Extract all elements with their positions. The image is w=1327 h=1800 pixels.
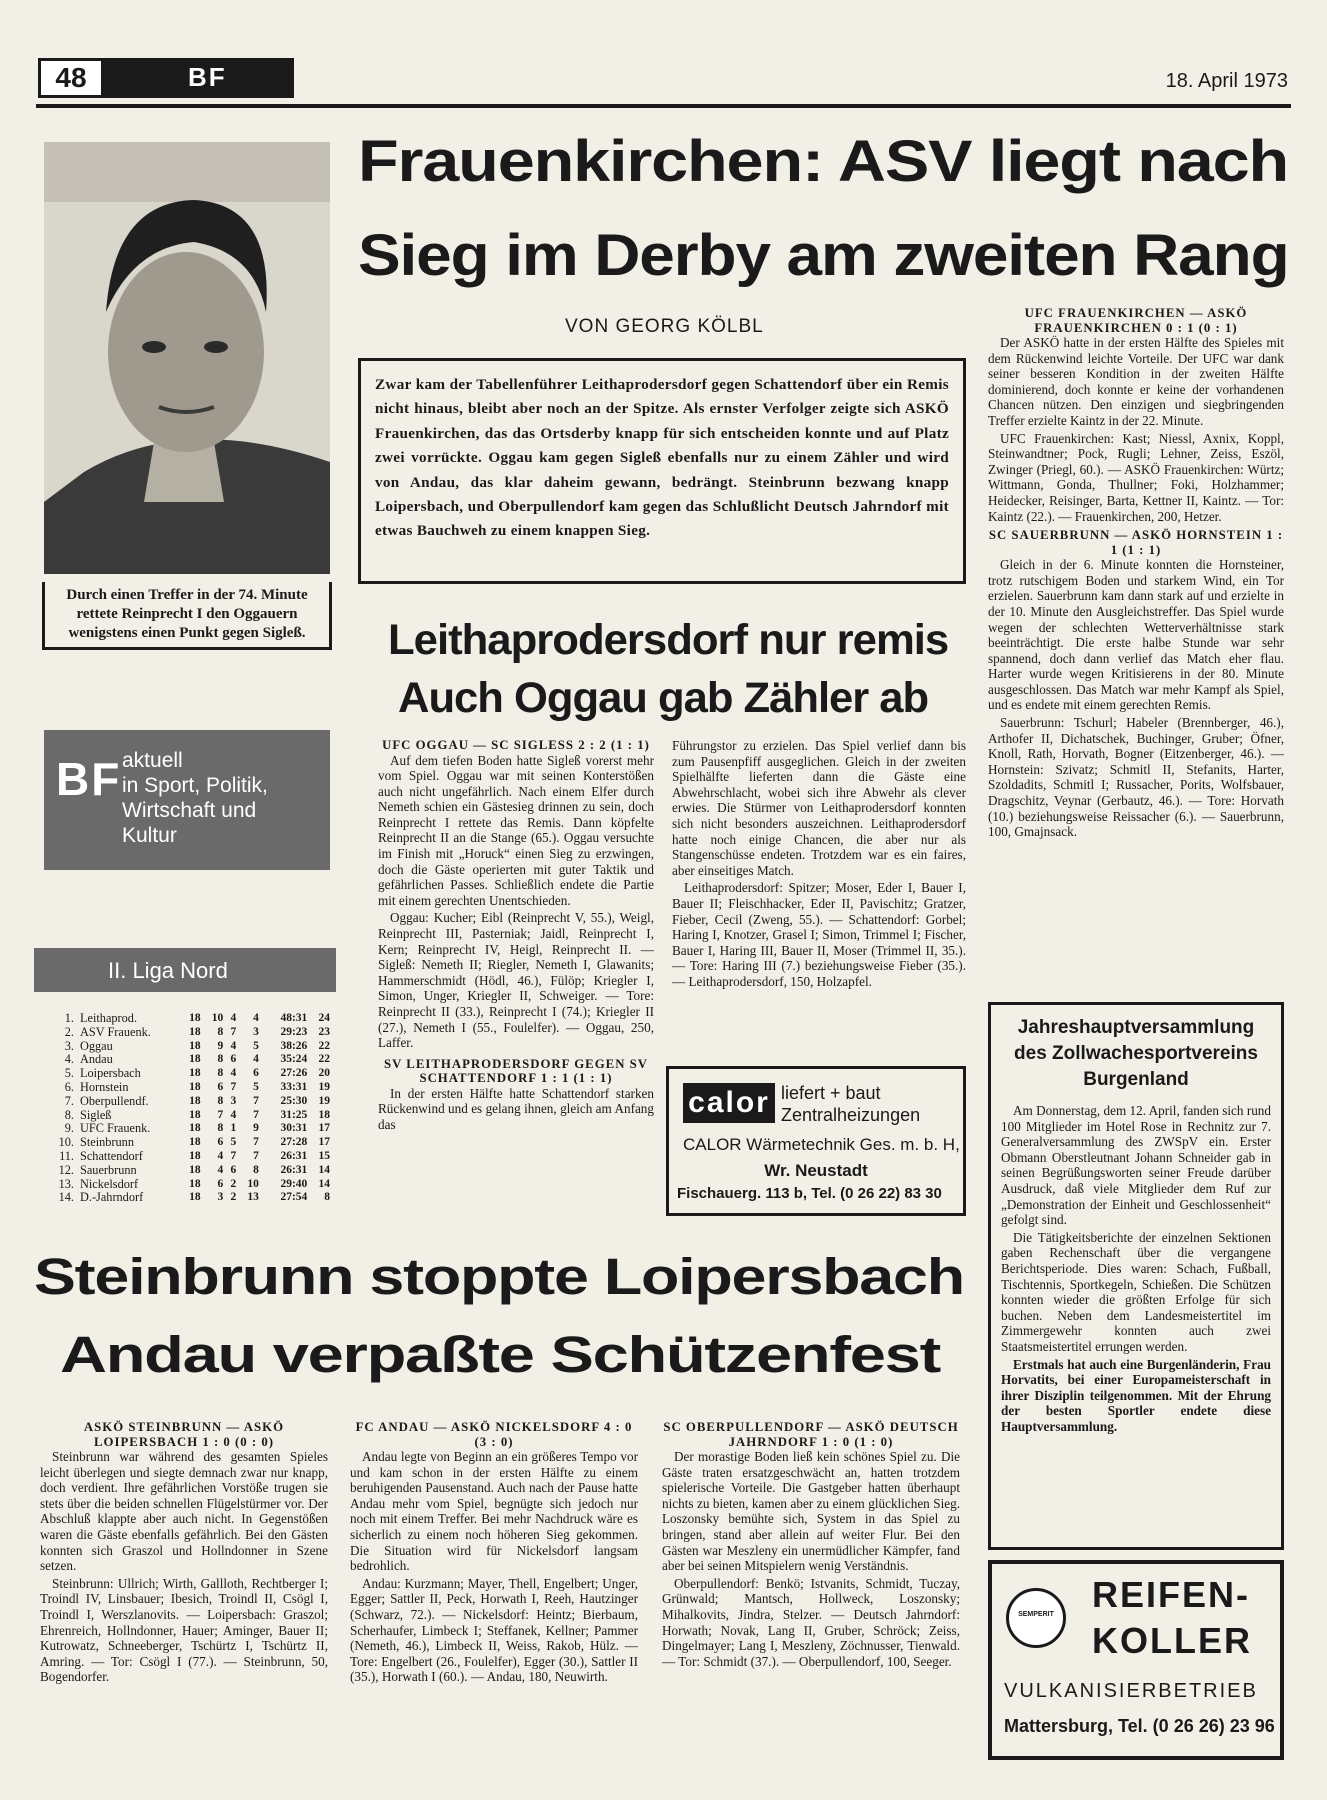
bottom-col-3 xyxy=(662,1420,960,1671)
table-cell: 5 xyxy=(253,1039,259,1052)
header-rule xyxy=(36,104,1291,108)
team-name: D.-Jahrndorf xyxy=(80,1190,144,1205)
table-cell: 10 xyxy=(247,1177,259,1190)
table-cell: 5 xyxy=(253,1080,259,1093)
table-cell: 8 xyxy=(253,1163,259,1176)
lead-text: Zwar kam der Tabellenführer Leithaprodersdorf gegen Schattendorf über ein Remis nicht hinaus, bleibt aber noch an der Spitze. Als ernster Verfolger zeigte sich ASKÖ Frauenkirchen, das das Ortsderby knapp für sich entscheiden konnte und auf Platz zwei vorrückte. Oggau kam gegen Sigleß ebenfalls nur zu einem Zähler und wird von Andau, das klar daheim gewann, bedrängt. Steinbrunn bezwang knapp Loipersbach, und Oberpullendorf kam gegen das Schlußlicht Deutsch Jahrndorf mit etwas Bauchweh zu einem knappen Sieg. xyxy=(375,376,949,540)
jahresversammlung-text: Am Donnerstag, dem 12. April, fanden sich rund 100 Mitglieder im Hotel Rose in Rechnitz zur 7. Generalversammlung des ZWSpV ein. Erster Obmann Oberstleutnant Johann Schneider gab in seinen Begrüßungsworten seiner Freude darüber Ausdruck, daß viele Mitglieder dem Ruf zur „Demonstration der Einheit und Geschlossenheit“ gefolgt sind. xyxy=(1001,1103,1271,1228)
table-cell: 7 xyxy=(253,1094,259,1107)
reifen-address: Mattersburg, Tel. (0 26 26) 23 96 xyxy=(1004,1716,1275,1736)
table-cell: 6 xyxy=(217,1080,224,1093)
reifen-name-1: REIFEN- xyxy=(1092,1574,1250,1615)
table-cell: 18 xyxy=(189,1053,201,1066)
lineups-andau: Andau: Kurzmann; Mayer, Thell, Engelbert; Unger, Egger; Sattler II, Peck, Horwath I, Reeh, Hautzinger (Schwarz, 72.). — Nickelsdorf: Heintz; Bierbaum, Scherhaufer, Limbeck I; Steffanek, Kellner; Pammer (Nemeth, 46.), Limbeck II, Weiss, Rakob, Hülz. — Tore: Engelbert (26., Foulelfer), Egger (30.), Sattler II (35.), Horwath I (60.). — Andau, 180, Neuwirth. xyxy=(350,1575,638,1685)
table-cell: 9 xyxy=(217,1039,224,1052)
table-cell: 8 xyxy=(217,1067,224,1080)
table-cell: 4 xyxy=(230,1108,237,1121)
table-cell: 31:25 xyxy=(280,1108,308,1121)
table-cell: 35:24 xyxy=(280,1053,308,1066)
main-headline-2: Sieg im Derby am zweiten Rang xyxy=(358,223,1289,288)
table-cell: 18 xyxy=(189,1012,201,1024)
team-name: Loipersbach xyxy=(80,1066,141,1081)
bf-ad-box xyxy=(44,730,330,870)
table-cell: 13 xyxy=(247,1191,259,1204)
jahresversammlung-title: Jahreshauptversammlung des Zollwachesportvereins Burgenland xyxy=(1014,1017,1258,1090)
table-cell: 14 xyxy=(318,1177,330,1190)
team-name: Schattendorf xyxy=(80,1148,143,1163)
lineups-leithaprodersdorf: Leithaprodersdorf: Spitzer; Moser, Eder I, Bauer I, Bauer II; Fleischhacker, Eder II, Pavischitz; Gratzer, Fieber, Cecil (Zweng, 55.). — Schattendorf: Gorbel; Haring I, Knotzer, Grasel I; Simon, Trimmel I; Fischer, Bauer I, Haring III, Bauer II, Moser (Trimmel II, 35.). — Tore: Haring III (7.) beziehungsweise Fieber (35.). — Leithaprodersdorf, 150, Holzapfel. xyxy=(672,880,966,989)
main-headline-1: Frauenkirchen: ASV liegt nach xyxy=(358,129,1289,194)
table-cell: 24 xyxy=(318,1012,330,1024)
table-cell: 29:40 xyxy=(280,1177,308,1190)
table-cell: 15 xyxy=(318,1149,330,1162)
table-cell: 5 xyxy=(230,1136,237,1149)
calor-line-4: Wr. Neustadt xyxy=(764,1161,868,1180)
table-cell: 3 xyxy=(253,1025,259,1038)
team-name: Hornstein xyxy=(80,1079,129,1094)
byline: VON GEORG KÖLBL xyxy=(565,316,764,337)
second-col-2 xyxy=(672,738,966,992)
team-name: Steinbrunn xyxy=(80,1135,134,1150)
table-cell: 27:28 xyxy=(280,1136,308,1149)
table-row xyxy=(52,1164,332,1178)
table-cell: 18 xyxy=(189,1039,201,1052)
table-cell: 10. xyxy=(58,1135,74,1150)
table-cell: 4 xyxy=(253,1053,259,1066)
table-row xyxy=(52,1067,332,1081)
bottom-headline-1: Steinbrunn stoppte Loipersbach xyxy=(34,1248,964,1305)
jahresversammlung-text: Die Tätigkeitsberichte der einzelnen Sektionen gaben Rechenschaft über die vergangene Berichtsperiode. Dies waren: Schach, Fußball, Tischtennis, Sportkegeln, Schießen. Die Schützen konnten wieder die größten Erfolge für sich buchen. Neben dem Landesmeistertitel im Zimmergewehr konnten auch zwei Staatsmeistertitel errungen werden. xyxy=(1001,1229,1271,1354)
match-head-steinbrunn: ASKÖ STEINBRUNN — ASKÖ LOIPERSBACH 1 : 0 (0 : 0) xyxy=(83,1420,285,1449)
table-cell: 7 xyxy=(253,1149,259,1162)
table-cell: 6 xyxy=(230,1163,237,1176)
table-cell: 2. xyxy=(64,1024,74,1039)
reifen-line: VULKANISIERBETRIEB xyxy=(1004,1680,1258,1702)
player-portrait-image xyxy=(44,142,330,574)
table-cell: 7 xyxy=(253,1108,259,1121)
table-cell: 22 xyxy=(318,1039,330,1052)
table-cell: 17 xyxy=(318,1136,330,1149)
table-cell: 8 xyxy=(217,1025,224,1038)
table-cell: 6 xyxy=(253,1067,259,1080)
table-cell: 18 xyxy=(189,1163,201,1176)
table-cell: 18 xyxy=(189,1136,201,1149)
table-cell: 1 xyxy=(230,1122,237,1135)
table-cell: 18 xyxy=(189,1191,201,1204)
table-cell: 20 xyxy=(318,1067,330,1080)
table-cell: 3 xyxy=(230,1094,237,1107)
team-name: Sigleß xyxy=(80,1107,112,1122)
match-head-oggau: UFC OGGAU — SC SIGLESS 2 : 2 (1 : 1) xyxy=(382,738,650,752)
table-cell: 18 xyxy=(189,1080,201,1093)
table-cell: 33:31 xyxy=(280,1080,308,1093)
lineups-steinbrunn: Steinbrunn: Ullrich; Wirth, Gallloth, Rechtberger I; Troindl IV, Linsbauer; Ibesich, Troindl II, Csögl I, Troindl I, Werszlanovits. — Loipersbach: Graszol; Ehrenreich, Hollndonner, Hauer; Aminger, Bauer II; Kutrowatz, Schneeberger, Tschürtz I, Tschürtz II, Amring. — Tor: Csögl I (77.). — Steinbrunn, 50, Bogendorfer. xyxy=(40,1575,328,1685)
match-report-frauenkirchen: Der ASKÖ hatte in der ersten Hälfte des Spieles mit dem Rückenwind leichte Vorteile. Der UFC war dank seiner besseren Kondition in der zweiten Hälfte dominierend, doch konnte er keine der vorhandenen Chancen nützen. Den einzigen und siegbringenden Treffer erzielte Kaintz in der 22. Minute. xyxy=(988,335,1284,428)
table-cell: 8. xyxy=(64,1107,74,1122)
lineups-sauerbrunn: Sauerbrunn: Tschurl; Habeler (Brennberger, 46.), Arthofer II, Dichatschek, Buchinger, Gruber; Öfner, Knoll, Rath, Horvath, Bogner (Eitzenberger, 46.). — Hornstein: Szivatz; Schmitl II, Stefanits, Harter, Szoldadits, Schmitl I; Russacher, Porits, Wolfsbauer, Dragschitz, Veynar (Gerbautz, 46.). — Tore: Horvath (10.) beziehungsweise Reissacher (6.). — Sauerbrunn, 100, Gmajnsack. xyxy=(988,715,1284,840)
table-cell: 14 xyxy=(318,1163,330,1176)
semperit-logo xyxy=(1006,1588,1066,1648)
table-cell: 6 xyxy=(217,1177,224,1190)
table-cell: 19 xyxy=(318,1080,330,1093)
table-cell: 3 xyxy=(217,1191,224,1204)
calor-line-2: Zentralheizungen xyxy=(781,1105,921,1125)
calor-logo: calor xyxy=(683,1083,775,1123)
standings-table xyxy=(52,1012,332,1205)
table-row xyxy=(52,1081,332,1095)
table-cell: 7 xyxy=(217,1108,224,1121)
bf-ad-line: Wirtschaft und xyxy=(122,799,257,822)
bf-ad-line: in Sport, Politik, xyxy=(122,774,268,797)
table-cell: 27:26 xyxy=(280,1067,308,1080)
brand-logo: BF xyxy=(188,62,227,92)
table-cell: 17 xyxy=(318,1122,330,1135)
reifen-koller-ad xyxy=(988,1560,1284,1760)
semperit-logo-text: SEMPERIT xyxy=(1018,1611,1054,1618)
match-report-sauerbrunn: Gleich in der 6. Minute konnten die Hornsteiner, trotz rutschigem Boden und starkem Wind, ein Tor erzielen. Sauerbrunn kam dann stark auf und erzielte in der 10. Minute den Ausgleichstreffer. Das Spiel wurde wegen der schlechten Wetterverhältnisse stark beeinträchtigt. Die erste halbe Stunde war sehr spannend, doch dann verlief das Match eher flau. Harter wurde wegen Kritisierens in der 80. Minute ausgeschlossen. Das Match war mehr Kampf als Spiel, und es endete mit einem gerechten Remis. xyxy=(988,557,1284,713)
table-row xyxy=(52,1053,332,1067)
team-name: ASV Frauenk. xyxy=(80,1024,151,1039)
reifen-name-2: KOLLER xyxy=(1092,1620,1252,1661)
calor-line-1: liefert + baut xyxy=(781,1083,881,1103)
calor-line-5: Fischauerg. 113 b, Tel. (0 26 22) 83 30 xyxy=(677,1185,942,1202)
table-cell: 2 xyxy=(230,1177,237,1190)
table-cell: 7. xyxy=(64,1093,74,1108)
table-cell: 18 xyxy=(318,1108,330,1121)
table-cell: 4 xyxy=(230,1012,237,1024)
player-photo xyxy=(44,142,330,574)
table-cell: 19 xyxy=(318,1094,330,1107)
liga-title-box xyxy=(34,948,336,992)
table-cell: 27:54 xyxy=(280,1191,308,1204)
team-name: Oggau xyxy=(80,1038,113,1053)
table-cell: 4 xyxy=(230,1039,237,1052)
lead-box xyxy=(358,358,966,584)
table-cell: 6 xyxy=(230,1053,237,1066)
table-cell: 3. xyxy=(64,1038,74,1053)
table-cell: 1. xyxy=(64,1011,74,1025)
table-row xyxy=(52,1122,332,1136)
issue-date: 18. April 1973 xyxy=(1165,70,1288,92)
second-headline-1: Leithaprodersdorf nur remis xyxy=(388,616,949,664)
calor-line-3: CALOR Wärmetechnik Ges. m. b. H, xyxy=(683,1135,960,1154)
table-row xyxy=(52,1095,332,1109)
table-cell: 29:23 xyxy=(280,1025,308,1038)
table-cell: 23 xyxy=(318,1025,330,1038)
second-col-1 xyxy=(378,738,654,1135)
jahresversammlung-text: Erstmals hat auch eine Burgenländerin, Frau Horvatits, bei einer Europameisterschaft in ihrer Disziplin teilgenommen. Mit der Ehrung der besten Sportler endete diese Hauptversammlung. xyxy=(1001,1356,1271,1434)
table-cell: 18 xyxy=(189,1108,201,1121)
liga-title: II. Liga Nord xyxy=(108,958,228,983)
right-column xyxy=(988,306,1284,842)
bf-ad-text xyxy=(122,748,268,848)
page-number: 48 xyxy=(38,58,104,98)
table-cell: 30:31 xyxy=(280,1122,308,1135)
match-head-sauerbrunn: SC SAUERBRUNN — ASKÖ HORNSTEIN 1 : 1 (1 : 1) xyxy=(988,528,1284,557)
table-cell: 8 xyxy=(217,1094,224,1107)
page-header xyxy=(38,58,1288,100)
table-cell: 2 xyxy=(230,1191,237,1204)
table-cell: 18 xyxy=(189,1025,201,1038)
table-cell: 25:30 xyxy=(280,1094,308,1107)
table-row xyxy=(52,1012,332,1026)
bf-ad-line: aktuell xyxy=(122,749,183,772)
match-head-frauenkirchen: UFC FRAUENKIRCHEN — ASKÖ FRAUENKIRCHEN 0 : 1 (0 : 1) xyxy=(1024,306,1248,335)
table-cell: 6 xyxy=(217,1136,224,1149)
table-cell: 38:26 xyxy=(280,1039,308,1052)
bottom-headline-2: Andau verpaßte Schützenfest xyxy=(60,1326,940,1383)
table-row xyxy=(52,1150,332,1164)
table-cell: 8 xyxy=(324,1191,330,1204)
table-cell: 8 xyxy=(217,1122,224,1135)
table-row xyxy=(52,1191,332,1205)
team-name: Nickelsdorf xyxy=(80,1176,139,1191)
table-cell: 13. xyxy=(58,1176,74,1191)
jahresversammlung-box xyxy=(988,1002,1284,1550)
calor-ad xyxy=(666,1066,966,1216)
table-cell: 7 xyxy=(230,1080,237,1093)
table-cell: 12. xyxy=(58,1162,74,1177)
team-name: Leithaprod. xyxy=(80,1011,138,1025)
match-report-andau: Andau legte von Beginn an ein größeres Tempo vor und kam schon in der ersten Hälfte zu einem beruhigenden Pausenstand. Auch nach der Pause hatte Andau mehr vom Spiel, begnügte sich jedoch nur noch mit einem Treffer. Bei mehr Nachdruck wäre es sicherlich zu einem noch höheren Sieg gekommen. Die Situation wird für Nickelsdorf langsam bedrohlich. xyxy=(350,1449,638,1574)
table-cell: 18 xyxy=(189,1067,201,1080)
table-cell: 26:31 xyxy=(280,1163,308,1176)
table-cell: 10 xyxy=(211,1012,224,1024)
lineups-oberpullendorf: Oberpullendorf: Benkö; Istvanits, Schmidt, Tuczay, Grünwald; Mantsch, Hollweck, Loszonsky; Mihalkovits, Jindra, Stelzer. — Deutsch Jahrndorf: Horwath; Novak, Lang II, Gruber, Schröck; Zeiss, Dingelmayer; Lang I, Meszleny, Zöchnusser, Tienwald. — Tor: Schmidt (37.). — Oberpullendorf, 100, Seeger. xyxy=(662,1575,960,1669)
table-cell: 8 xyxy=(217,1053,224,1066)
table-cell: 18 xyxy=(189,1149,201,1162)
table-row xyxy=(52,1026,332,1040)
table-row xyxy=(52,1178,332,1192)
match-report-steinbrunn: Steinbrunn war während des gesamten Spieles leicht überlegen und siegte demnach zwar nur knapp, doch verdient. Ihre gefährlichen Vorstöße trugen sie stets über die beiden schnellen Flügelstürmer vor. Der Abschluß klappte aber auch nicht. In Gegenstößen waren die Gäste ebenfalls gefährlich. Bei den Gästen konnten sich Graszol und Hollndonner in Szene setzen. xyxy=(40,1449,328,1574)
liga-table xyxy=(52,1012,332,1205)
table-cell: 4 xyxy=(217,1149,224,1162)
lineups-oggau: Oggau: Kucher; Eibl (Reinprecht V, 55.), Weigl, Reinprecht III, Pasterniak; Jaidl, Reinprecht I, Kern; Reinprecht IV, Heigl, Reinprecht II. — Sigleß: Nemeth II; Riegler, Nemeth I, Glawanits; Hammerschmidt (Hödl, 46.), Fülöp; Kriegler I, Simon, Unger, Kriegler II, Schweiger. — Tore: Reinprecht II (33.), Reinprecht I (74.); Kriegler II (27.), Nemeth I (55., Foulelfer). — Oggau, 250, Laffer. xyxy=(378,910,654,1051)
team-name: Sauerbrunn xyxy=(80,1162,137,1177)
photo-caption xyxy=(42,582,332,650)
bottom-col-2 xyxy=(350,1420,638,1687)
table-cell: 5. xyxy=(64,1066,74,1081)
table-cell: 4 xyxy=(253,1012,259,1024)
match-head-leithaprodersdorf: SV LEITHAPRODERSDORF GEGEN SV SCHATTENDORF 1 : 1 (1 : 1) xyxy=(383,1056,648,1086)
jahresversammlung-body xyxy=(1001,1103,1271,1434)
table-cell: 7 xyxy=(230,1025,237,1038)
table-cell: 14. xyxy=(58,1190,74,1205)
table-cell: 18 xyxy=(189,1094,201,1107)
match-head-oberpullendorf: SC OBERPULLENDORF — ASKÖ DEUTSCH JAHRNDORF 1 : 0 (1 : 0) xyxy=(663,1420,959,1449)
table-cell: 4 xyxy=(230,1067,237,1080)
photo-caption-text: Durch einen Treffer in der 74. Minute rettete Reinprecht I den Oggauern wenigstens einen Punkt gegen Sigleß. xyxy=(66,587,308,641)
table-cell: 18 xyxy=(189,1177,201,1190)
table-cell: 4 xyxy=(217,1163,224,1176)
second-headline-2: Auch Oggau gab Zähler ab xyxy=(398,674,929,722)
table-cell: 26:31 xyxy=(280,1149,308,1162)
table-cell: 6. xyxy=(64,1079,74,1094)
match-report-oggau: Auf dem tiefen Boden hatte Sigleß vorerst mehr vom Spiel. Oggau war mit seinen Konterstößen auch nicht ungefährlich. Nach einem Elfer durch Nemeth schien ein Gästesieg drinnen zu sein, doch Reinprecht I rettete das Remis. Dann köpfelte Reinprecht II an die Stange (65.). Oggau versuchte im Finish mit „Horuck“ einen Sieg zu erzwingen, doch die Gäste operierten mit guter Taktik und gefährlichen Passes. Schließlich endete die Partie mit einem gerechten Unentschieden. xyxy=(378,752,654,908)
table-cell: 22 xyxy=(318,1053,330,1066)
bf-ad-logo: BF xyxy=(56,753,122,805)
table-cell: 9 xyxy=(253,1122,259,1135)
bf-ad-line: Kultur xyxy=(122,824,177,847)
table-cell: 9. xyxy=(64,1121,74,1136)
table-row xyxy=(52,1109,332,1123)
table-row xyxy=(52,1040,332,1054)
lineups-frauenkirchen: UFC Frauenkirchen: Kast; Niessl, Axnix, Koppl, Steinwandtner; Pock, Rugli; Lehner, Zeiss, Eszöl, Zwinger (Priegl, 60.). — ASKÖ Frauenkirchen: Würtz; Wittmann, Gonda, Thullner; Foki, Holzhammer; Heidecker, Reisinger, Barta, Kettner II, Kaintz. — Tor: Kaintz (22.). — Frauenkirchen, 200, Hetzer. xyxy=(988,430,1284,524)
table-row xyxy=(52,1136,332,1150)
table-cell: 7 xyxy=(230,1149,237,1162)
table-cell: 7 xyxy=(253,1136,259,1149)
table-cell: 48:31 xyxy=(280,1012,308,1024)
table-cell: 4. xyxy=(64,1052,74,1067)
match-report-leithaprodersdorf-a: In der ersten Hälfte hatte Schattendorf starken Rückenwind und es gelang ihnen, gleich am Anfang das xyxy=(378,1085,654,1132)
team-name: UFC Frauenk. xyxy=(80,1121,151,1136)
table-cell: 11. xyxy=(59,1148,74,1163)
match-head-andau: FC ANDAU — ASKÖ NICKELSDORF 4 : 0 (3 : 0) xyxy=(355,1420,633,1449)
table-cell: 18 xyxy=(189,1122,201,1135)
match-report-leithaprodersdorf-b: Führungstor zu erzielen. Das Spiel verlief dann bis zum Pausenpfiff ausgeglichen. Gleich in der zweiten Spielhälfte lieferten dann die Gäste eine Abwehrschlacht, wobei sich ihre Abwehr als clever erwies. Die Stürmer von Leithaprodersdorf konnten sich nicht besonders auszeichnen. Leithaprodersdorf hatte noch einige Chancen, die aber nur als Stangenschüsse endeten. Trotzdem war es ein faires, aber einseitiges Match. xyxy=(672,738,966,878)
match-report-oberpullendorf: Der morastige Boden ließ kein schönes Spiel zu. Die Gäste traten ersatzgeschwächt an, hatten trotzdem spielerische Vorteile. Die Gastgeber hatten überhaupt nichts zu bieten, kamen aber zu einem glücklichen Sieg. Loszonsky bemühte sich, System in das Spiel zu bringen, stand aber allein auf weiter Flur. Bei den Gästen war Meszleny ein unermüdlicher Kämpfer, fand aber bei seinen Mitspielern wenig Verständnis. xyxy=(662,1449,960,1574)
team-name: Andau xyxy=(80,1052,113,1067)
bottom-col-1 xyxy=(40,1420,328,1687)
team-name: Oberpullendf. xyxy=(80,1093,149,1108)
